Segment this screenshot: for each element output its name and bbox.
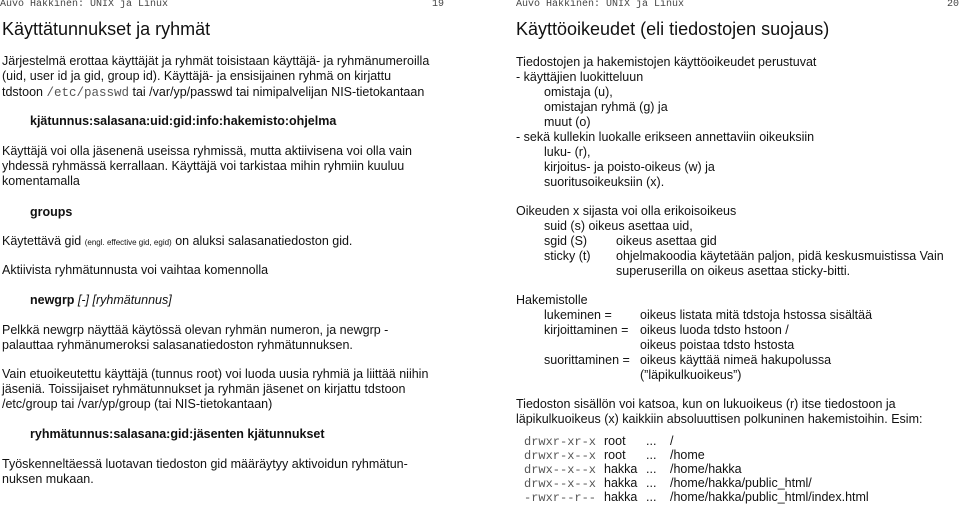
listing-perm: drwxr-x--x [524,449,597,463]
page-title: Käyttöoikeudet (eli tiedostojen suojaus) [516,19,830,39]
page-number: 20 [946,0,959,10]
special-suid: suid (s) oikeus asettaa uid, [544,219,693,233]
page-header [0,0,470,11]
header-author: Auvo Häkkinen: UNIX ja Linux [516,0,685,10]
listing-path: /home/hakka/public_html/index.html [670,490,869,504]
listing-owner: hakka [604,462,638,476]
passwd-format: kjätunnus:salasana:uid:gid:info:hakemisto:ohjelma [30,114,337,128]
listing-row [524,489,596,506]
section-heading: Hakemistolle [516,293,588,307]
right-item: luku- (r), [544,145,591,159]
listing-perm: drwxr-xr-x [524,435,597,449]
passwd-path: /etc/passwd [46,86,129,100]
paragraph-line: komentamalla [2,174,80,188]
paragraph-line: Aktiivista ryhmätunnusta voi vaihtaa komennolla [2,263,269,277]
header-author: Auvo Häkkinen: UNIX ja Linux [0,0,169,10]
command-args: [-] [ryhmätunnus] [74,293,172,307]
paragraph-line: - sekä kullekin luokalle erikseen annettaviin oikeuksiin [516,130,815,144]
egid-note: (engl. effective gid, egid) [84,238,172,247]
special-sticky-value: ohjelmakoodia käytetään paljon, pidä keskusmuistissa Vain [616,249,944,263]
listing-perm: -rwxr--r-- [524,491,597,505]
listing-path: /home/hakka/public_html/ [670,476,812,490]
listing-perm: drwx--x--x [524,463,597,477]
page-header [516,0,958,11]
dir-right-key: lukeminen = [544,308,612,322]
listing-owner: root [604,448,626,462]
paragraph-line: palauttaa ryhmänumeroksi salasanatiedoston ryhmätunnuksen. [2,338,353,352]
text: on aluksi salasanatiedoston gid. [171,234,353,248]
paragraph-line: jäseniä. Toissijaiset ryhmätunnukset ja ryhmän jäsenet on kirjattu tdstoon [2,382,406,396]
dir-right-value: oikeus käyttää nimeä hakupolussa [640,353,832,367]
paragraph-line: Järjestelmä erottaa käyttäjät ja ryhmät toisistaan käyttäjä- ja ryhmänumeroilla [2,54,430,68]
right-item: kirjoitus- ja poisto-oikeus (w) ja [544,160,715,174]
paragraph-line [2,84,424,101]
listing-owner: root [604,434,626,448]
text: tai /var/yp/passwd tai nimipalvelijan NIS-tietokantaan [129,85,425,99]
listing-owner: hakka [604,490,638,504]
paragraph-line: Oikeuden x sijasta voi olla erikoisoikeus [516,204,737,218]
paragraph-line: Käyttäjä voi olla jäsenenä useissa ryhmissä, mutta aktiivisena voi olla vain [2,144,412,158]
page-number: 19 [431,0,444,10]
special-sgid-value: oikeus asettaa gid [616,234,717,248]
paragraph-line [2,233,352,251]
text: tdstoon [2,85,47,99]
paragraph-line: Tiedoston sisällön voi katsoa, kun on lukuoikeus (r) itse tiedostoon ja [516,397,896,411]
paragraph-line: yhdessä ryhmässä kerrallaan. Käyttäjä voi tarkistaa mihin ryhmiin kuuluu [2,159,405,173]
paragraph-line: Vain etuoikeutettu käyttäjä (tunnus root) voi luoda uusia ryhmiä ja liittää niihin [2,367,429,381]
command-name: newgrp [30,293,75,307]
listing-path: / [670,434,674,448]
paragraph-line: Tiedostojen ja hakemistojen käyttöoikeudet perustuvat [516,55,817,69]
newgrp-command [30,292,172,308]
group-format: ryhmätunnus:salasana:gid:jäsenten kjätunnukset [30,427,325,441]
paragraph-line: - käyttäjien luokitteluun [516,70,644,84]
left-page [0,0,470,506]
special-sticky-key: sticky (t) [544,249,591,263]
dir-right-key: kirjoittaminen = [544,323,629,337]
listing-path: /home/hakka [670,462,742,476]
paragraph-line: Työskenneltäessä luotavan tiedoston gid määräytyy aktivoidun ryhmätun- [2,457,408,471]
class-item: muut (o) [544,115,591,129]
listing-dots: ... [646,462,657,476]
groups-command: groups [30,205,73,219]
dir-right-key: suorittaminen = [544,353,630,367]
listing-perm: drwx--x--x [524,477,597,491]
class-item: omistajan ryhmä (g) ja [544,100,668,114]
page-title: Käyttätunnukset ja ryhmät [2,19,211,39]
paragraph-line: /etc/group tai /var/yp/group (tai NIS-tietokantaan) [2,397,273,411]
class-item: omistaja (u), [544,85,613,99]
dir-right-value: (”läpikulkuoikeus”) [640,368,742,382]
dir-right-value: oikeus listata mitä tdstoja hstossa sisältää [640,308,873,322]
text: Käytettävä gid [2,234,85,248]
paragraph-line: nuksen mukaan. [2,472,94,486]
special-sticky-value: superuserilla on oikeus asettaa sticky-bitti. [616,264,851,278]
paragraph-line: Pelkkä newgrp näyttää käytössä olevan ryhmän numeron, ja newgrp - [2,323,389,337]
dir-right-value: oikeus luoda tdsto hstoon / [640,323,789,337]
dir-right-value: oikeus poistaa tdsto hstosta [640,338,795,352]
paragraph-line: (uid, user id ja gid, group id). Käyttäjä- ja ensisijainen ryhmä on kirjattu [2,69,392,83]
right-page [488,0,958,506]
listing-dots: ... [646,476,657,490]
listing-path: /home [670,448,705,462]
listing-dots: ... [646,448,657,462]
listing-dots: ... [646,490,657,504]
paragraph-line: läpikulkuoikeus (x) kaikkiin absoluuttisen polkuninen hakemistoihin. Esim: [516,412,923,426]
special-sgid-key: sgid (S) [544,234,588,248]
right-item: suoritusoikeuksiin (x). [544,175,665,189]
listing-owner: hakka [604,476,638,490]
listing-dots: ... [646,434,657,448]
